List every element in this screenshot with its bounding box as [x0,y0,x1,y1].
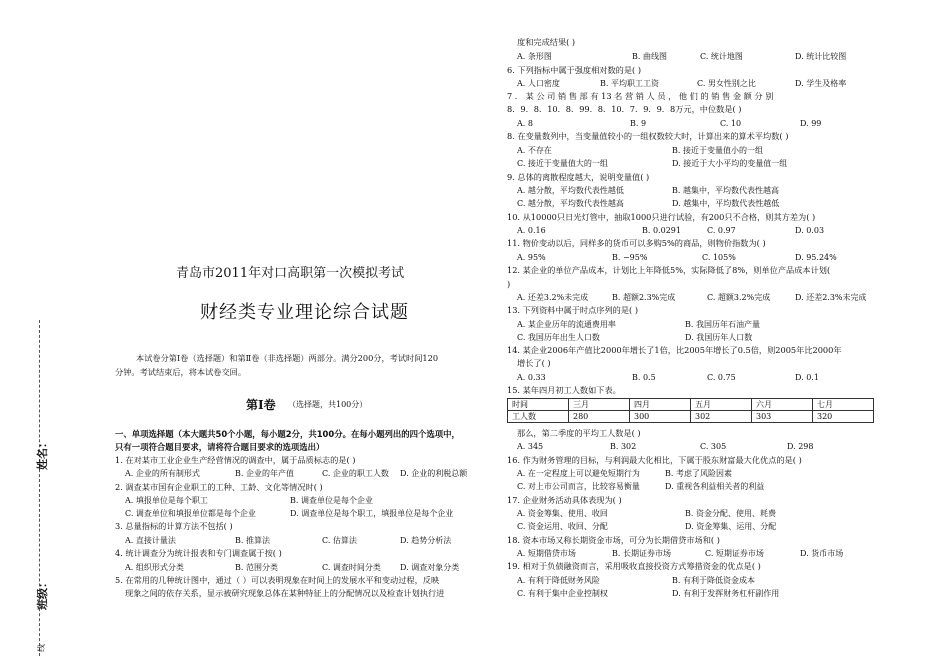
option: A. 345 [517,442,544,451]
table-cell: 三月 [569,399,630,411]
question-7-part-a: 7 ． 某 公 司 销 售 部 有 13 名 营 销 人 员 ， 他 们 的 销 售 金 额 分 别 [507,91,774,101]
question-5-part-a: 5. 在常用的几种统计图中，通过（ ）可以表明现象在时间上的发展水平和变动过程，反映 [115,575,440,585]
question-13: 13. 下列资料中属于时点序列的是( ) [507,305,639,315]
table-header-row [508,399,874,411]
option: C. 超额3.2%完成 [707,293,771,302]
option: C. 0.75 [707,373,736,382]
table-row [508,411,874,423]
question-2: 2. 调查某市国有企业职工的工种、工龄、文化等情况时( ) [115,482,323,492]
option: B. 范围分类 [235,563,278,572]
question-5-part-b: 现象之间的依存关系，显示被研究现象总体在某种特征上的分配情况以及检查计划执行进 [125,588,445,598]
section-heading-2: 只有一项符合题目要求，请将符合题目要求的选项选出） [115,442,325,452]
exam-title: 财经类专业理论综合试题 [200,302,409,323]
option: B. 接近于变量值小的一组 [672,146,763,155]
option: C. 105% [702,253,736,262]
class-label: 班级： [36,577,49,610]
question-1: 1. 在对某市工业企业生产经营情况的调查中，属于品质标志的是( ) [115,455,356,465]
option: C. 有利于集中企业控制权 [517,589,608,598]
option: C. 资金运用、收回、分配 [517,522,608,531]
question-15-part-b: 那么，第二季度的平均工人数是( ) [517,428,641,438]
option: A. 短期借贷市场 [517,549,576,558]
option: D. 95.24% [795,253,837,262]
option: C. 305 [700,442,727,451]
option: D. 接近于大小平均的变量值一组 [672,159,788,168]
option: A. 条形图 [517,52,552,61]
section-heading-1: 一、单项选择题（本大题共50个小题，每小题2分，共100分。在每小题列出的四个选项中， [115,429,460,439]
table-cell: 302 [691,411,752,423]
option: D. 99 [800,119,822,128]
option: A. 还差3.2%未完成 [517,293,589,302]
table-cell: 320 [813,411,874,423]
question-11: 11. 物价变动以后，同样多的货币可以多购5%的商品，则物价指数为( ) [507,238,766,248]
table-cell: 四月 [630,399,691,411]
option: D. 我国历年人口数 [685,333,753,342]
option: D. 还差2.3%未完成 [795,293,867,302]
question-3: 3. 总量指标的计算方法不包括( ) [115,521,233,531]
question-15: 15. 某年四月初工人数如下表。 [507,385,621,395]
option: C. 0.97 [707,226,736,235]
option: C. 10 [720,119,742,128]
option: A. 填报单位是每个职工 [125,496,208,505]
option: C. 调查单位和填报单位都是每个企业 [125,509,256,518]
question-4: 4. 统计调查分为统计报表和专门调查属于按( ) [115,548,282,558]
option: C. 对上市公司而言，比较容易衡量 [517,482,640,491]
option: A. 8 [517,119,533,128]
workers-table [507,398,874,423]
option: D. 统计比较图 [795,52,847,61]
option: A. 资金筹集、使用、收回 [517,509,608,518]
option: D. 趋势分析法 [400,536,452,545]
table-cell: 五月 [691,399,752,411]
volume-title: 第Ⅰ卷 [246,398,276,412]
option: D. 资金筹集、运用、分配 [685,522,777,531]
option: B. 长期证券市场 [612,549,671,558]
volume-subtitle: （选择题，共100分） [288,400,368,409]
option: A. 不存在 [517,146,552,155]
option: A. 在一定程度上可以避免短期行为 [517,469,640,478]
question-5-part-c: 度和完成结果( ) [517,37,576,47]
table-cell: 时间 [508,399,569,411]
question-9: 9. 总体的离散程度越大，说明变量值( ) [507,172,650,182]
option: C. 短期证券市场 [705,549,764,558]
option: B. 平均职工工资 [600,79,659,88]
exam-header: 青岛市2011年对口高职第一次模拟考试 [176,266,405,281]
option: C. 越分散，平均数代表性越高 [517,199,624,208]
option: B. 0.5 [632,373,656,382]
option: C. 调查时间分类 [322,563,381,572]
option: D. 调查对象分类 [400,563,460,572]
question-19: 19. 相对于负债融资而言，采用吸收直接投资方式筹措资金的优点是( ) [507,561,761,571]
option: B. 企业的年产值 [235,469,294,478]
option: B. 曲线图 [632,52,667,61]
option: D. 0.03 [795,226,825,235]
option: A. 企业的所有制形式 [125,469,200,478]
question-17: 17. 企业财务活动具体表现为( ) [507,495,622,505]
question-18: 18. 资本市场又称长期资金市场，可分为长期借贷市场和( ) [507,535,720,545]
question-14-part-b: 增长了( ) [517,358,551,368]
option: A. 人口密度 [517,79,560,88]
option: B. 考虑了风险因素 [665,469,732,478]
intro-line-2: 分钟。考试结束后，将本试卷交回。 [115,367,247,377]
option: D. 重视各利益相关者的利益 [665,482,765,491]
line-label: 线 [37,644,46,652]
option: C. 男女性别之比 [697,79,756,88]
question-8: 8. 在变量数列中，当变量值较小的一组权数较大时，计算出来的算术平均数( ) [507,131,789,141]
option: A. 越分散，平均数代表性越低 [517,186,624,195]
option: B. 0.0291 [642,226,681,235]
option: A. 有利于降低财务风险 [517,576,600,585]
option: B. 越集中，平均数代表性越高 [672,186,779,195]
option: A. 直接计量法 [125,536,176,545]
option: D. 调查单位是每个职工，填报单位是每个企业 [290,509,454,518]
option: B. 我国历年石油产量 [685,320,760,329]
intro-line-1: 本试卷分第Ⅰ卷（选择题）和第Ⅱ卷（非选择题）两部分。满分200分，考试时间120 [136,353,439,363]
table-cell: 六月 [752,399,813,411]
option: D. 298 [787,442,814,451]
table-cell: 280 [569,411,630,423]
table-cell: 303 [752,411,813,423]
option: D. 越集中，平均数代表性越低 [672,199,780,208]
option: C. 估算法 [322,536,357,545]
question-12-part-a: 12. 某企业的单位产品成本，计划比上年降低5%，实际降低了8%，则单位产品成本计划( [507,265,831,275]
option: D. 货币市场 [800,549,844,558]
table-cell: 工人数 [508,411,569,423]
question-12-part-b: ) [507,279,511,289]
option: D. 有利于发挥财务杠杆副作用 [672,589,780,598]
option: B. 调查单位是每个企业 [290,496,373,505]
option: C. 接近于变量值大的一组 [517,159,608,168]
option: B. 推算法 [235,536,270,545]
question-16: 16. 作为财务管理的目标，与利润最大化相比，下属于股东财富最大化优点的是( ) [507,455,802,465]
option: B. 有利于降低资金成本 [672,576,755,585]
option: B. 302 [610,442,637,451]
question-6: 6. 下列指标中属于强度相对数的是( ) [507,65,642,75]
option: B. 资金分配、使用、耗费 [685,509,776,518]
option: D. 学生及格率 [795,79,847,88]
name-label: 姓名： [36,437,49,470]
option: B. 超额2.3%完成 [612,293,676,302]
option: B. 9 [630,119,647,128]
option: A. 组织形式分类 [125,563,184,572]
table-cell: 七月 [813,399,874,411]
question-7-part-b: 8．9．8．10．8．99．8．10．7．9．9．8万元，中位数是( ) [507,104,742,114]
option: A. 0.33 [517,373,546,382]
question-14-part-a: 14. 某企业2006年产值比2000年增长了1倍，比2005年增长了0.5倍，则2005年比2000年 [507,345,842,355]
option: D. 0.1 [795,373,819,382]
option: D. 企业的利税总额 [400,469,468,478]
option: A. 95% [517,253,546,262]
option: C. 我国历年出生人口数 [517,333,600,342]
option: A. 0.16 [517,226,546,235]
question-10: 10. 从10000只日光灯管中，抽取1000只进行试验，有200只不合格，则其方差为( ) [507,212,816,222]
option: A. 某企业历年的流通费用率 [517,320,616,329]
table-cell: 300 [630,411,691,423]
option: C. 统计地图 [700,52,743,61]
option: B. −95% [612,253,648,262]
option: C. 企业的职工人数 [322,469,389,478]
